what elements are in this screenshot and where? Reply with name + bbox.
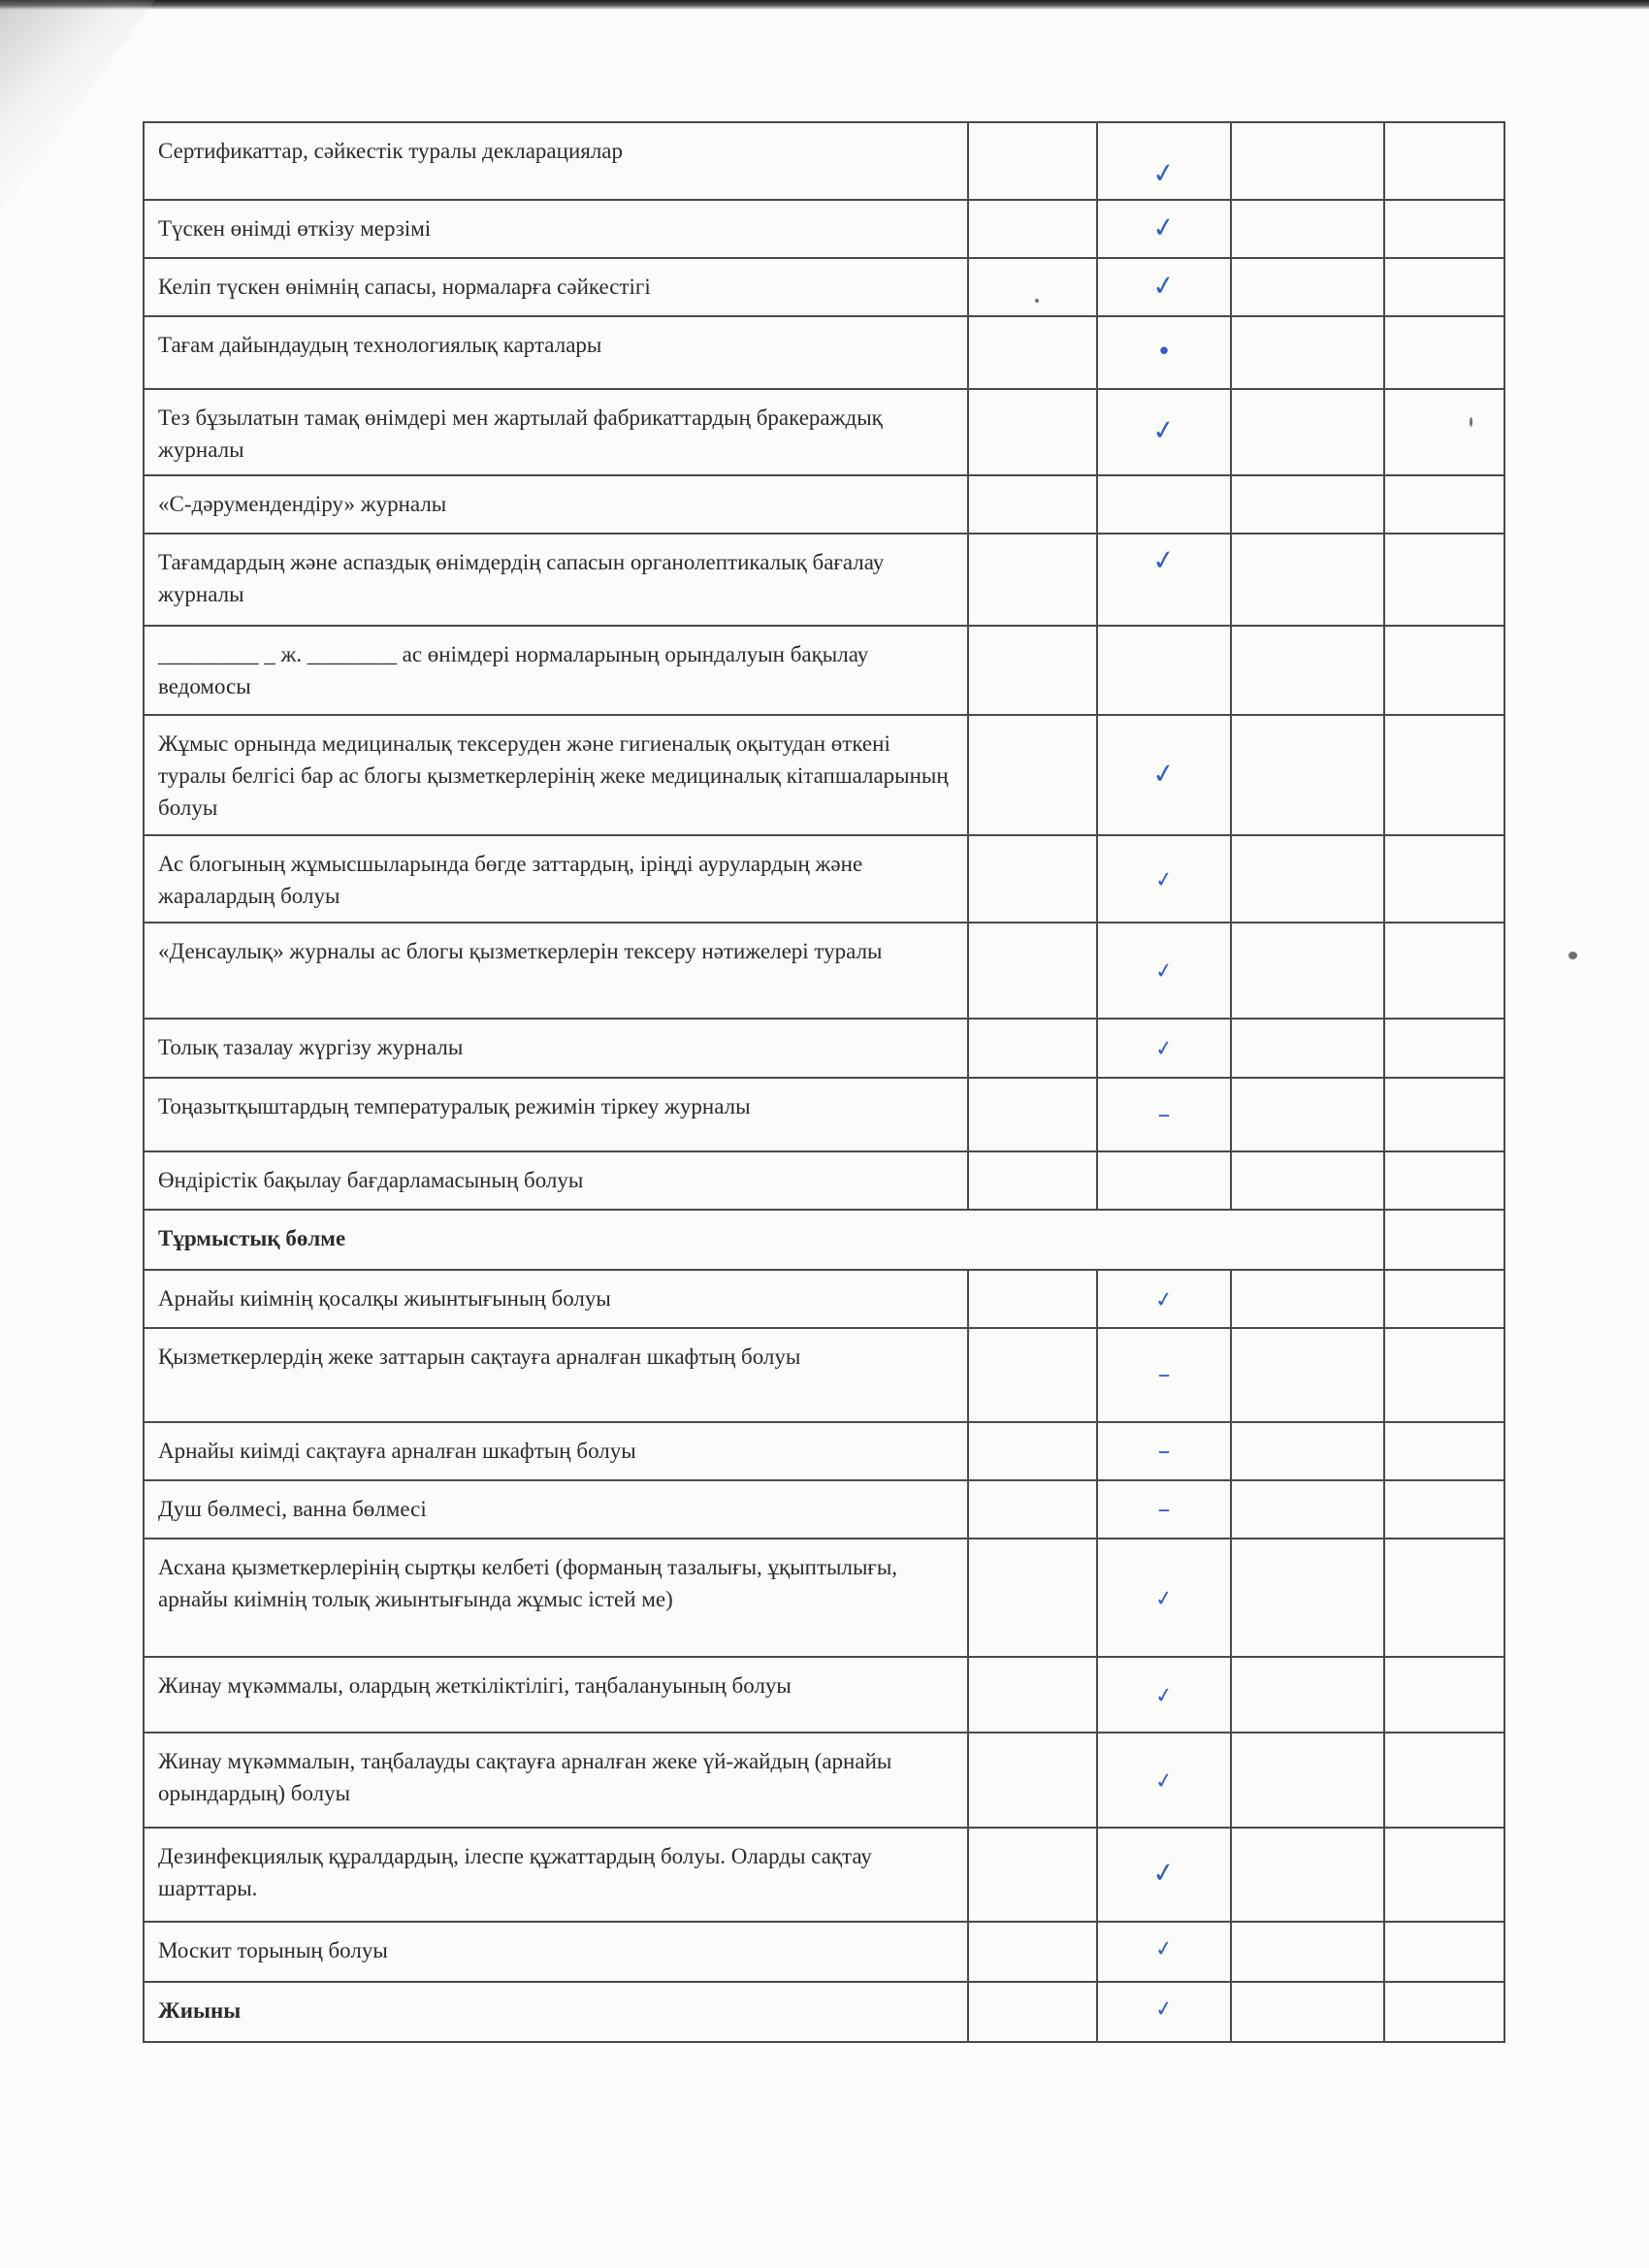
table-row xyxy=(144,1733,1504,1828)
table-row xyxy=(144,1151,1504,1210)
mark-cell xyxy=(1097,1657,1231,1733)
row-label: Тағам дайындаудың технологиялық карталары xyxy=(144,316,968,389)
empty-cell xyxy=(1231,1922,1384,1982)
mark-cell xyxy=(1097,1019,1231,1078)
inspection-checklist-table xyxy=(143,121,1505,2043)
empty-cell xyxy=(968,389,1097,475)
mark-cell xyxy=(1097,1480,1231,1539)
table-row xyxy=(144,475,1504,534)
table-row xyxy=(144,1019,1504,1078)
checkmark-icon: ✓ xyxy=(1150,412,1178,448)
checkmark-icon: ✓ xyxy=(1153,1682,1175,1709)
mark-cell xyxy=(1097,715,1231,835)
row-label: Өндірістік бақылау бағдарламасының болуы xyxy=(144,1151,968,1210)
empty-cell xyxy=(1231,534,1384,626)
checkmark-icon: ✓ xyxy=(1153,957,1175,986)
empty-cell xyxy=(968,316,1097,389)
mark-cell xyxy=(1097,923,1231,1019)
table-row xyxy=(144,923,1504,1019)
empty-cell xyxy=(1231,835,1384,923)
empty-cell xyxy=(1384,1922,1504,1982)
mark-cell xyxy=(1097,1078,1231,1151)
dot-mark-icon: • xyxy=(1156,338,1172,367)
empty-cell xyxy=(1384,715,1504,835)
mark-cell xyxy=(1097,1922,1231,1982)
empty-cell xyxy=(1231,1539,1384,1657)
checkmark-icon: ✓ xyxy=(1150,268,1178,303)
empty-cell xyxy=(1231,715,1384,835)
empty-cell xyxy=(1384,122,1504,200)
mark-cell xyxy=(1097,1733,1231,1828)
empty-cell xyxy=(968,1019,1097,1078)
table-row xyxy=(144,389,1504,475)
row-label: Келіп түскен өнімнің сапасы, нормаларға сәйкестігі xyxy=(144,258,968,316)
checkmark-icon: ✓ xyxy=(1153,1286,1175,1313)
mark-cell xyxy=(1097,1422,1231,1480)
empty-cell xyxy=(968,1078,1097,1151)
row-label: «С-дәрумендендіру» журналы xyxy=(144,475,968,534)
table-row xyxy=(144,715,1504,835)
mark-cell xyxy=(1097,1539,1231,1657)
empty-cell xyxy=(1231,1270,1384,1328)
checkmark-icon: ✓ xyxy=(1150,542,1178,578)
checkmark-icon: ✓ xyxy=(1153,1767,1175,1795)
row-label: «Денсаулық» журналы ас блогы қызметкерлерін тексеру нәтижелері туралы xyxy=(144,923,968,1019)
row-label: Жинау мүкәммалын, таңбалауды сақтауға арналған жеке үй-жайдың (арнайы орындардың) болуы xyxy=(144,1733,968,1828)
empty-cell xyxy=(968,715,1097,835)
row-label: Тағамдардың және аспаздық өнімдердің сапасын органолептикалық бағалау журналы xyxy=(144,534,968,626)
empty-cell xyxy=(968,835,1097,923)
empty-cell xyxy=(968,1328,1097,1422)
empty-cell xyxy=(1384,1982,1504,2042)
table-row xyxy=(144,258,1504,316)
dash-mark-icon: – xyxy=(1157,1099,1171,1129)
row-label: Арнайы киімді сақтауға арналған шкафтың болуы xyxy=(144,1422,968,1480)
mark-cell xyxy=(1097,835,1231,923)
checkmark-icon: ✓ xyxy=(1153,866,1175,893)
empty-cell xyxy=(1231,316,1384,389)
checkmark-icon: ✓ xyxy=(1153,1995,1175,2024)
empty-cell xyxy=(1231,1019,1384,1078)
empty-cell xyxy=(1384,1078,1504,1151)
empty-cell xyxy=(1097,1151,1231,1210)
table-row xyxy=(144,122,1504,200)
checkmark-icon: ✓ xyxy=(1150,210,1178,244)
mark-cell xyxy=(1097,1828,1231,1922)
empty-cell xyxy=(1231,1328,1384,1422)
empty-cell xyxy=(1097,475,1231,534)
empty-cell xyxy=(968,200,1097,258)
row-label: Душ бөлмесі, ванна бөлмесі xyxy=(144,1480,968,1539)
table-row xyxy=(144,1828,1504,1922)
table-row xyxy=(144,1078,1504,1151)
table-row xyxy=(144,1480,1504,1539)
row-label: Толық тазалау жүргізу журналы xyxy=(144,1019,968,1078)
checkmark-icon: ✓ xyxy=(1150,155,1178,191)
mark-cell xyxy=(1097,389,1231,475)
empty-cell xyxy=(1384,1828,1504,1922)
empty-cell xyxy=(968,1982,1097,2042)
dash-mark-icon: – xyxy=(1157,1360,1171,1389)
scan-edge xyxy=(0,0,1649,10)
empty-cell xyxy=(1384,200,1504,258)
table-row xyxy=(144,1422,1504,1480)
table-row xyxy=(144,200,1504,258)
empty-cell xyxy=(968,626,1097,715)
empty-cell xyxy=(968,475,1097,534)
empty-cell xyxy=(1231,1657,1384,1733)
row-label: Тоңазытқыштардың температуралық режимін тіркеу журналы xyxy=(144,1078,968,1151)
empty-cell xyxy=(968,534,1097,626)
mark-cell xyxy=(1097,1328,1231,1422)
table-row xyxy=(144,1982,1504,2042)
row-label: Жинау мүкәммалы, олардың жеткіліктілігі, таңбалануының болуы xyxy=(144,1657,968,1733)
mark-cell xyxy=(1097,1270,1231,1328)
checkmark-icon: ✓ xyxy=(1150,1855,1178,1891)
section-heading: Тұрмыстық бөлме xyxy=(144,1210,1384,1270)
empty-cell xyxy=(1231,1733,1384,1828)
empty-cell xyxy=(1231,923,1384,1019)
empty-cell xyxy=(968,1270,1097,1328)
checkmark-icon: ✓ xyxy=(1150,756,1178,791)
mark-cell xyxy=(1097,1982,1231,2042)
section-row xyxy=(144,1210,1504,1270)
empty-cell xyxy=(1384,923,1504,1019)
row-label: Москит торының болуы xyxy=(144,1922,968,1982)
empty-cell xyxy=(1231,1078,1384,1151)
empty-cell xyxy=(968,1828,1097,1922)
table-row xyxy=(144,534,1504,626)
empty-cell xyxy=(968,1422,1097,1480)
row-label: Арнайы киімнің қосалқы жиынтығының болуы xyxy=(144,1270,968,1328)
empty-cell xyxy=(1384,534,1504,626)
mark-cell xyxy=(1097,200,1231,258)
empty-cell xyxy=(968,1480,1097,1539)
empty-cell xyxy=(968,1657,1097,1733)
empty-cell xyxy=(1384,258,1504,316)
table-row xyxy=(144,1328,1504,1422)
empty-cell xyxy=(1384,1657,1504,1733)
row-label: Тез бұзылатын тамақ өнімдері мен жартылай фабрикаттардың бракераждық журналы xyxy=(144,389,968,475)
empty-cell xyxy=(1384,475,1504,534)
table-row xyxy=(144,1539,1504,1657)
row-label: Асхана қызметкерлерінің сыртқы келбеті (форманың тазалығы, ұқыптылығы, арнайы киімнің толық жиынтығында жұмыс істей ме) xyxy=(144,1539,968,1657)
row-label: Сертификаттар, сәйкестік туралы декларациялар xyxy=(144,122,968,200)
total-label: Жиыны xyxy=(144,1982,968,2042)
empty-cell xyxy=(1384,316,1504,389)
empty-cell xyxy=(1384,1480,1504,1539)
empty-cell xyxy=(1231,1982,1384,2042)
empty-cell xyxy=(968,923,1097,1019)
empty-cell xyxy=(968,1151,1097,1210)
empty-cell xyxy=(1231,1828,1384,1922)
empty-cell xyxy=(968,1922,1097,1982)
empty-cell xyxy=(1384,1151,1504,1210)
mark-cell xyxy=(1097,534,1231,626)
empty-cell xyxy=(1384,1422,1504,1480)
empty-cell xyxy=(1384,1733,1504,1828)
empty-cell xyxy=(1097,626,1231,715)
mark-cell xyxy=(1097,122,1231,200)
dash-mark-icon: – xyxy=(1157,1494,1171,1524)
mark-cell xyxy=(1097,316,1231,389)
table-row xyxy=(144,1922,1504,1982)
empty-cell xyxy=(968,122,1097,200)
empty-cell xyxy=(1231,389,1384,475)
folded-corner-shadow xyxy=(0,0,155,213)
empty-cell xyxy=(1384,626,1504,715)
row-label: Түскен өнімді өткізу мерзімі xyxy=(144,200,968,258)
table-row xyxy=(144,1270,1504,1328)
dash-mark-icon: – xyxy=(1157,1436,1171,1466)
checkmark-icon: ✓ xyxy=(1153,1035,1175,1063)
row-label: _________ _ ж. ________ ас өнімдері нормаларының орындалуын бақылау ведомосы xyxy=(144,626,968,715)
empty-cell xyxy=(1231,475,1384,534)
mark-cell xyxy=(1097,258,1231,316)
scan-speck xyxy=(1568,952,1577,959)
table-row xyxy=(144,626,1504,715)
checkmark-icon: ✓ xyxy=(1153,1585,1175,1612)
row-label: Жұмыс орнында медициналық тексеруден және гигиеналық оқытудан өткені туралы белгісі бар ас блогы қызметкерлерінің жеке медициналық кітапшаларының болуы xyxy=(144,715,968,835)
table-row xyxy=(144,316,1504,389)
empty-cell xyxy=(1384,1539,1504,1657)
empty-cell xyxy=(1231,1151,1384,1210)
empty-cell xyxy=(1384,389,1504,475)
row-label: Қызметкерлердің жеке заттарын сақтауға арналған шкафтың болуы xyxy=(144,1328,968,1422)
empty-cell xyxy=(968,1733,1097,1828)
empty-cell xyxy=(1384,1328,1504,1422)
empty-cell xyxy=(1231,122,1384,200)
row-label: Дезинфекциялық құралдардың, ілеспе құжаттардың болуы. Оларды сақтау шарттары. xyxy=(144,1828,968,1922)
empty-cell xyxy=(968,258,1097,316)
empty-cell xyxy=(1231,626,1384,715)
table-row xyxy=(144,1657,1504,1733)
empty-cell xyxy=(1231,200,1384,258)
empty-cell xyxy=(1384,835,1504,923)
empty-cell xyxy=(1231,258,1384,316)
empty-cell xyxy=(1384,1210,1504,1270)
empty-cell xyxy=(1231,1480,1384,1539)
empty-cell xyxy=(1384,1019,1504,1078)
empty-cell xyxy=(968,1539,1097,1657)
checkmark-icon: ✓ xyxy=(1153,1935,1175,1963)
table-row xyxy=(144,835,1504,923)
empty-cell xyxy=(1231,1422,1384,1480)
empty-cell xyxy=(1384,1270,1504,1328)
row-label: Ас блогының жұмысшыларында бөгде заттардың, іріңді аурулардың және жаралардың болуы xyxy=(144,835,968,923)
